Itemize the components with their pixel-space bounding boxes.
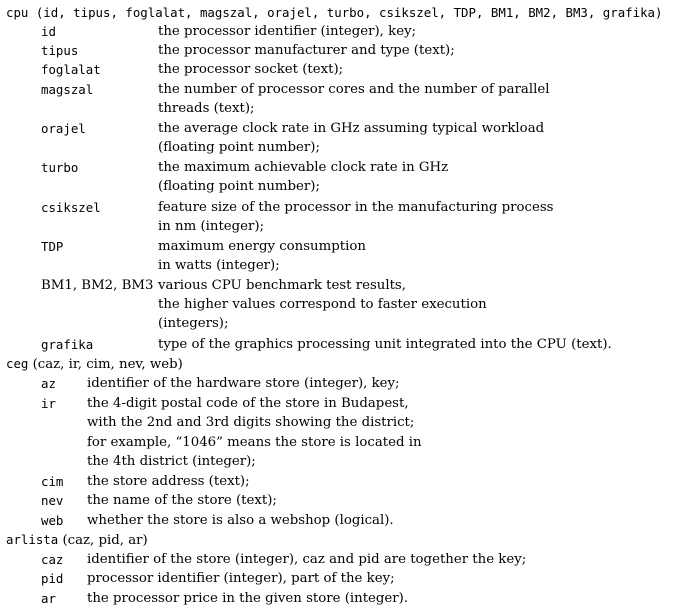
field-description: processor identifier (integer), part of the key; bbox=[87, 571, 395, 586]
field-name: pid bbox=[41, 571, 64, 586]
field-name: ir bbox=[41, 396, 56, 411]
field-description: type of the graphics processing unit integrated into the CPU (text). bbox=[158, 337, 612, 352]
field-name: csikszel bbox=[41, 200, 101, 215]
field-description: identifier of the store (integer), caz and pid are together the key; bbox=[87, 552, 527, 567]
field-description: for example, “1046” means the store is located in bbox=[87, 435, 422, 450]
field-description: (floating point number); bbox=[158, 140, 320, 155]
field-description: with the 2nd and 3rd digits showing the district; bbox=[87, 415, 415, 430]
field-name: az bbox=[41, 376, 56, 391]
field-description: in nm (integer); bbox=[158, 219, 265, 234]
field-name: nev bbox=[41, 493, 64, 508]
table-name: arlista bbox=[6, 532, 59, 547]
field-description: the store address (text); bbox=[87, 474, 250, 489]
table-heading-cpu bbox=[6, 3, 662, 23]
field-description: threads (text); bbox=[158, 101, 255, 116]
field-description: the processor price in the given store (integer). bbox=[87, 591, 409, 606]
field-description: the 4-digit postal code of the store in Budapest, bbox=[87, 396, 409, 411]
field-name: foglalat bbox=[41, 62, 101, 77]
field-name: orajel bbox=[41, 121, 86, 136]
field-description: the 4th district (integer); bbox=[87, 454, 256, 469]
field-name: magszal bbox=[41, 82, 94, 97]
field-description: the name of the store (text); bbox=[87, 493, 277, 508]
field-name: BM1, BM2, BM3 bbox=[41, 278, 154, 293]
field-name: web bbox=[41, 513, 64, 528]
field-description: the maximum achievable clock rate in GHz bbox=[158, 160, 449, 175]
field-description: the processor socket (text); bbox=[158, 62, 344, 77]
field-description: maximum energy consumption bbox=[158, 239, 366, 254]
field-description: the higher values correspond to faster execution bbox=[158, 297, 487, 312]
field-name: id bbox=[41, 24, 56, 39]
table-params: (id, tipus, foglalat, magszal, orajel, turbo, csikszel, TDP, BM1, BM2, BM3, grafika) bbox=[28, 5, 663, 20]
field-description: the processor manufacturer and type (text); bbox=[158, 43, 455, 58]
field-description: in watts (integer); bbox=[158, 258, 280, 273]
table-params: (caz, pid, ar) bbox=[58, 533, 148, 548]
field-name: TDP bbox=[41, 239, 64, 254]
table-heading-arlista bbox=[6, 530, 148, 550]
field-description: the processor identifier (integer), key; bbox=[158, 24, 417, 39]
field-description: (integers); bbox=[158, 316, 229, 331]
table-name: cpu bbox=[6, 5, 29, 20]
field-description: various CPU benchmark test results, bbox=[158, 278, 406, 293]
field-description: the average clock rate in GHz assuming typical workload bbox=[158, 121, 545, 136]
field-description: whether the store is also a webshop (logical). bbox=[87, 513, 394, 528]
field-name: turbo bbox=[41, 160, 79, 175]
field-name: cim bbox=[41, 474, 64, 489]
field-description: identifier of the hardware store (integer), key; bbox=[87, 376, 400, 391]
field-description: the number of processor cores and the number of parallel bbox=[158, 82, 550, 97]
field-name: caz bbox=[41, 552, 64, 567]
field-name: grafika bbox=[41, 337, 94, 352]
field-name: tipus bbox=[41, 43, 79, 58]
field-name: ar bbox=[41, 591, 56, 606]
field-description: feature size of the processor in the manufacturing process bbox=[158, 200, 554, 215]
table-heading-ceg bbox=[6, 354, 183, 374]
table-name: ceg bbox=[6, 356, 29, 371]
table-params: (caz, ir, cim, nev, web) bbox=[28, 357, 183, 372]
field-description: (floating point number); bbox=[158, 179, 320, 194]
